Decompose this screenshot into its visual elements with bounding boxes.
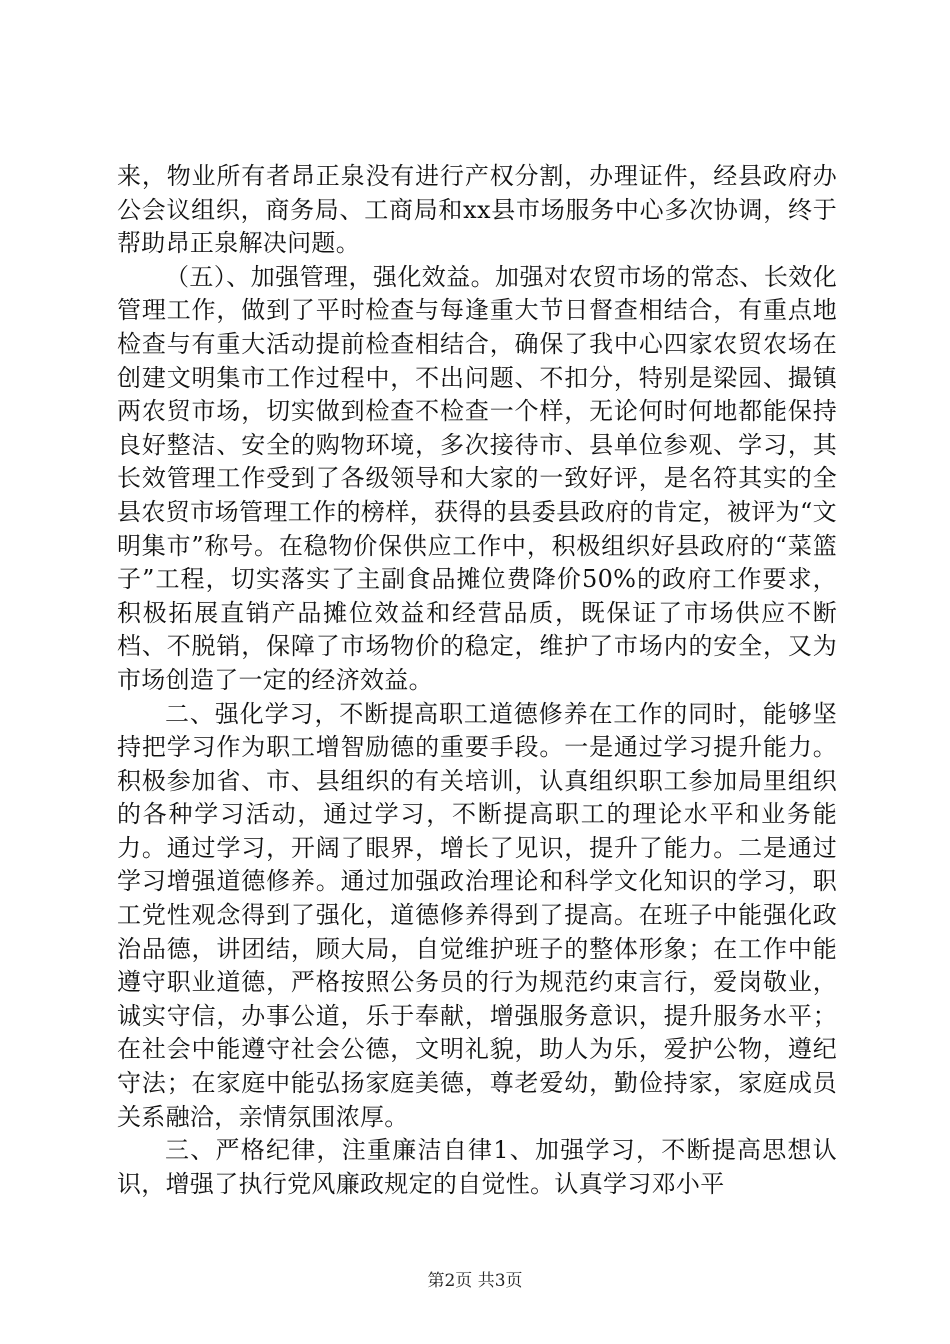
- document-body: [117, 160, 837, 1201]
- page-footer: [0, 1270, 950, 1292]
- paragraph-section-three: 三、严格纪律，注重廉洁自律1、加强学习，不断提高思想认识，增强了执行党风廉政规定的自觉性。认真学习邓小平: [117, 1136, 837, 1198]
- paragraph-section-five: （五）、加强管理，强化效益。加强对农贸市场的常态、长效化管理工作，做到了平时检查与每逢重大节日督查相结合，有重点地检查与有重大活动提前检查相结合，确保了我中心四家农贸农场在创建文明集市工作过程中，不出问题、不扣分，特别是梁园、撮镇两农贸市场，切实做到检查不检查一个样，无论何时何地都能保持良好整洁、安全的购物环境，多次接待市、县单位参观、学习，其长效管理工作受到了各级领导和大家的一致好评，是名符其实的全县农贸市场管理工作的榜样，获得的县委县政府的肯定，被评为“文明集市”称号。在稳物价保供应工作中，积极组织好县政府的“菜篮子”工程，切实落实了主副食品摊位费降价50%的政府工作要求，积极拓展直销产品摊位效益和经营品质，既保证了市场供应不断档、不脱销，保障了市场物价的稳定，维护了市场内的安全，又为市场创造了一定的经济效益。: [117, 262, 837, 694]
- paragraph-continuation: 来，物业所有者昂正泉没有进行产权分割，办理证件，经县政府办公会议组织，商务局、工商局和xx县市场服务中心多次协调，终于帮助昂正泉解决问题。: [117, 162, 837, 258]
- paragraph-section-two: 二、强化学习，不断提高职工道德修养在工作的同时，能够坚持把学习作为职工增智励德的重要手段。一是通过学习提升能力。积极参加省、市、县组织的有关培训，认真组织职工参加局里组织的各种学习活动，通过学习，不断提高职工的理论水平和业务能力。通过学习，开阔了眼界，增长了见识，提升了能力。二是通过学习增强道德修养。通过加强政治理论和科学文化知识的学习，职工党性观念得到了强化，道德修养得到了提高。在班子中能强化政治品德，讲团结，顾大局，自觉维护班子的整体形象；在工作中能遵守职业道德，严格按照公务员的行为规范约束言行，爱岗敬业，诚实守信，办事公道，乐于奉献，增强服务意识，提升服务水平；在社会中能遵守社会公德，文明礼貌，助人为乐，爱护公物，遵纪守法；在家庭中能弘扬家庭美德，尊老爱幼，勤俭持家，家庭成员关系融洽，亲情氛围浓厚。: [117, 699, 837, 1131]
- page-number-label: 第2页 共3页: [427, 1271, 523, 1291]
